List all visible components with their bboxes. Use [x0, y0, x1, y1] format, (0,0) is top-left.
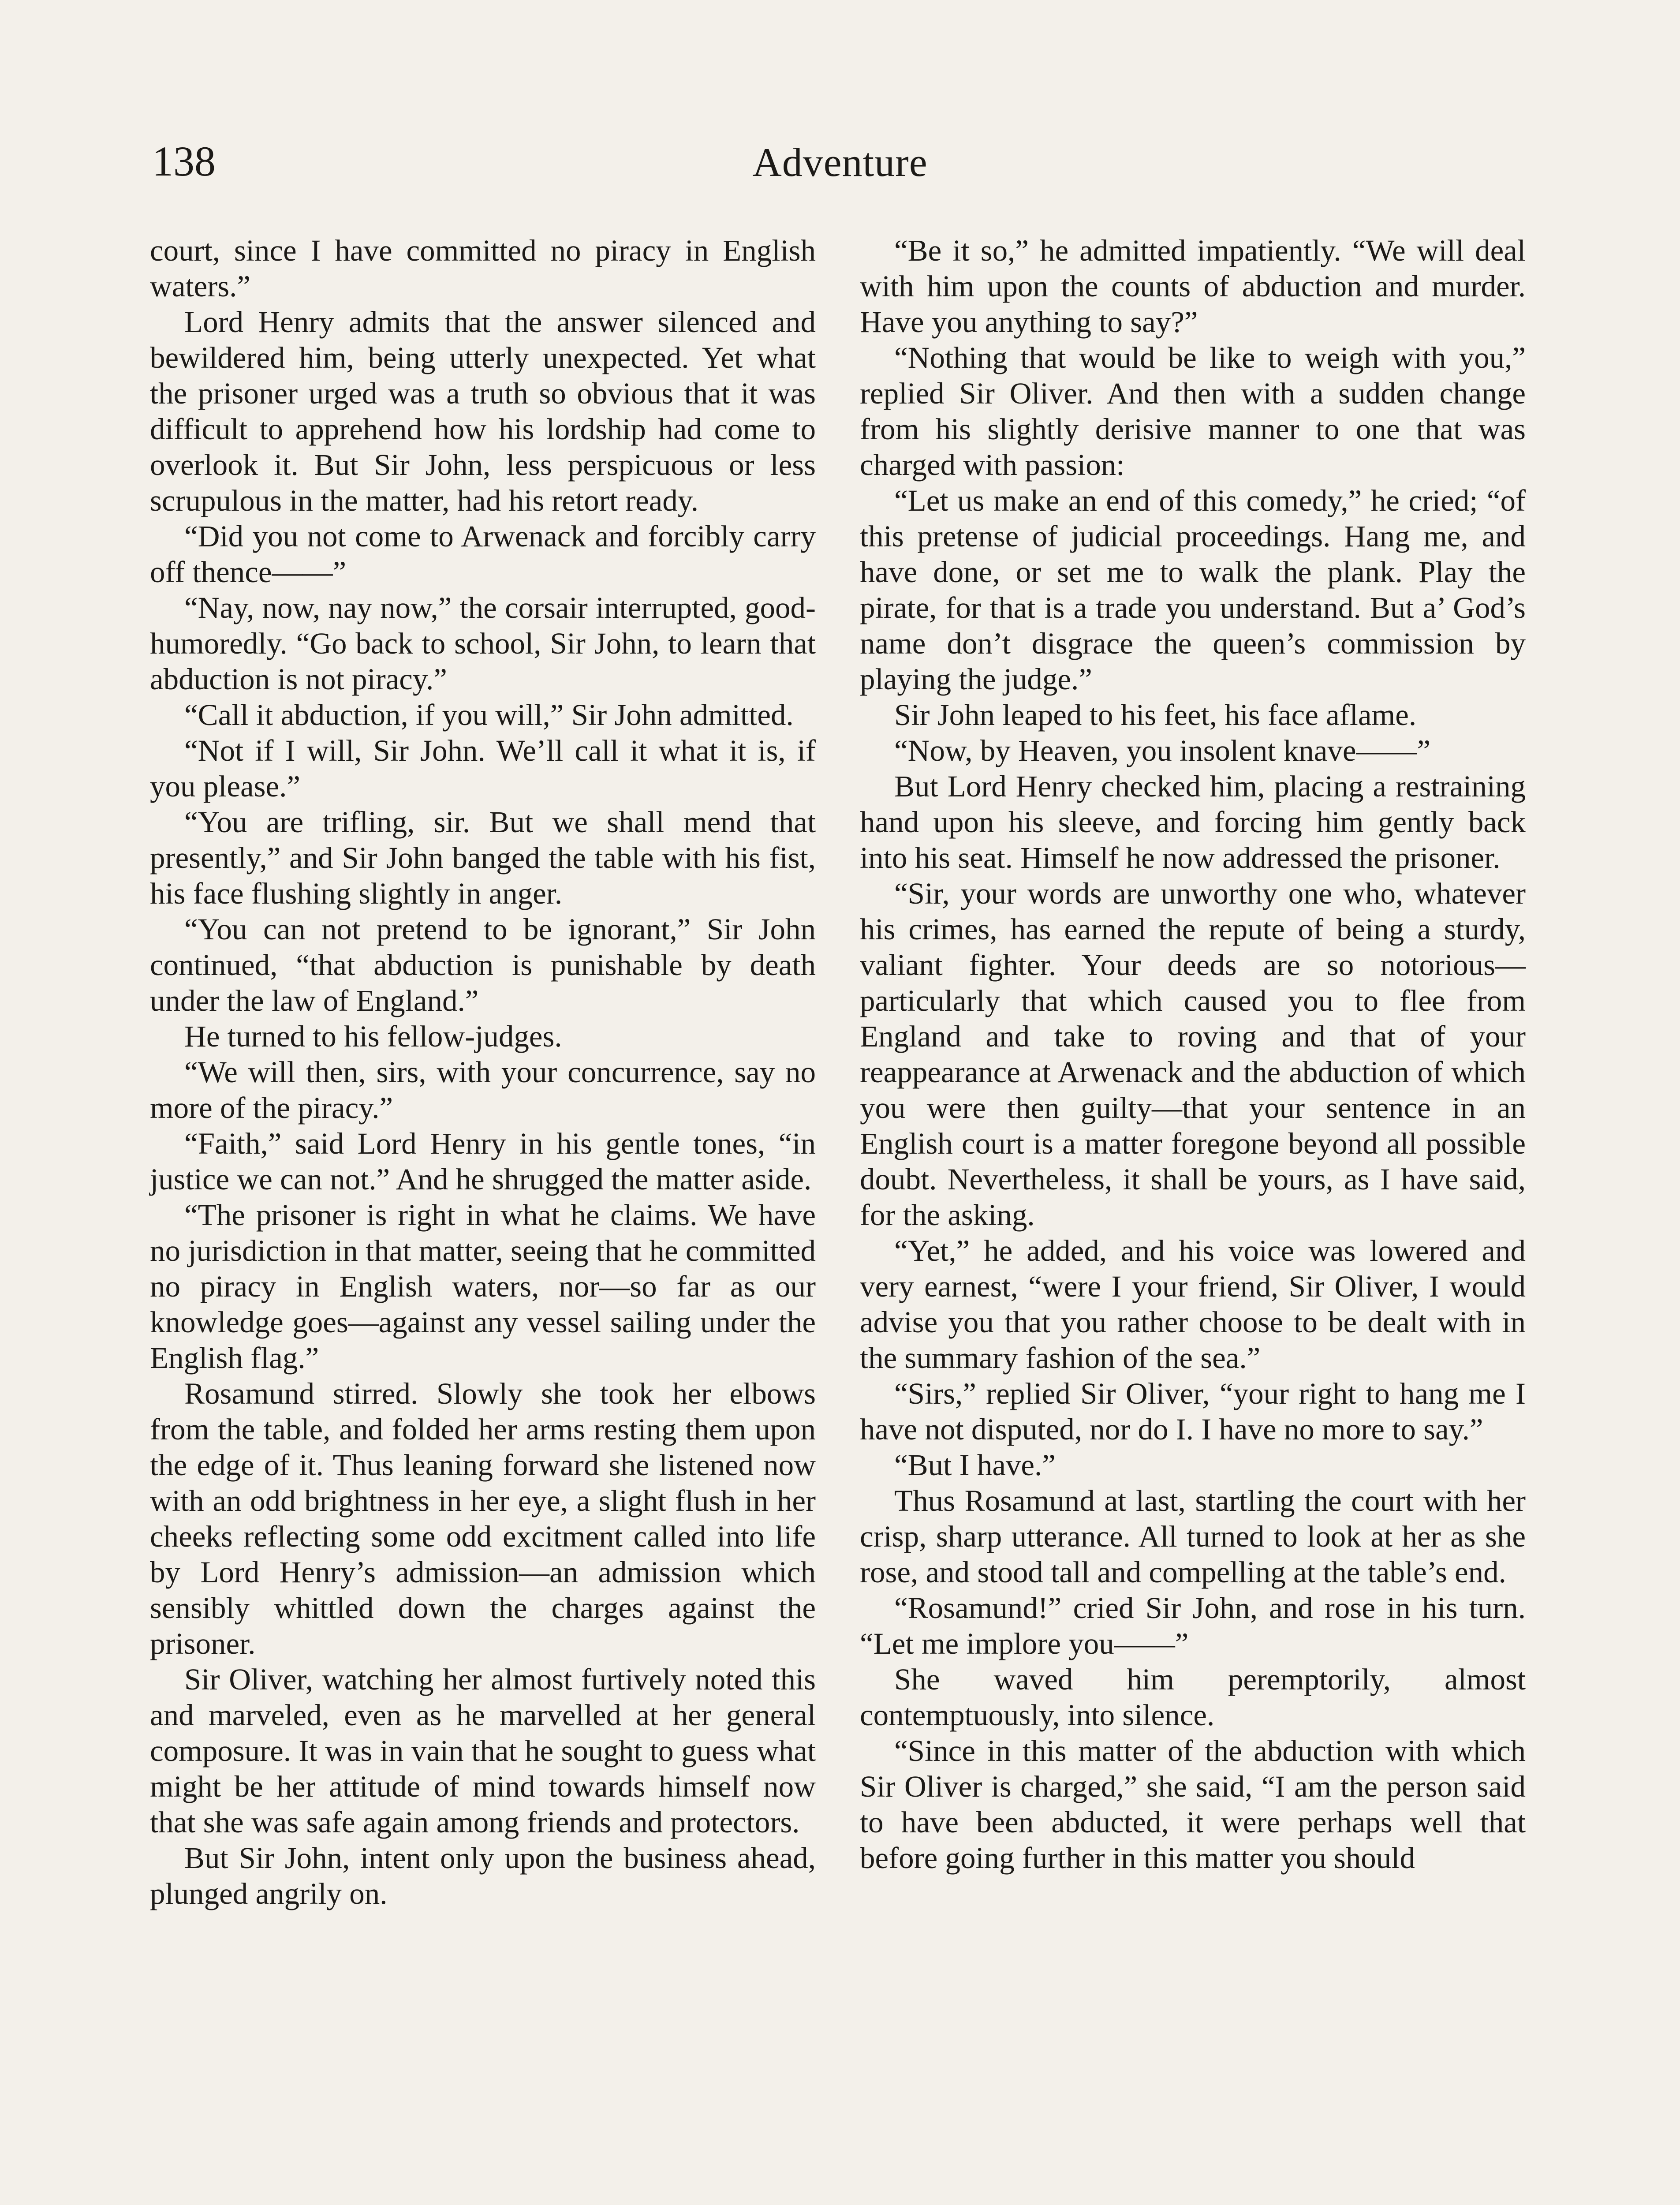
paragraph: “Faith,” said Lord Henry in his gentle tones, “in justice we can not.” And he shrugged the matter aside. — [150, 1127, 816, 1196]
paragraph: Sir Oliver, watching her almost furtively noted this and marveled, even as he marvelled at her general composure. It was in vain that he sought to guess what might be her attitude of mind towards himself now that she was safe again among friends and protectors. — [150, 1663, 816, 1839]
paragraph: But Lord Henry checked him, placing a restraining hand upon his sleeve, and forcing him gently back into his seat. Himself he now addressed the prisoner. — [860, 770, 1526, 875]
paragraph: “Nay, now, nay now,” the corsair interrupted, good-humoredly. “Go back to school, Sir John, to learn that abduction is not piracy.” — [150, 591, 816, 696]
paragraph: “You are trifling, sir. But we shall mend that presently,” and Sir John banged the table with his fist, his face flushing slightly in anger. — [150, 805, 816, 910]
paragraph: He turned to his fellow-judges. — [184, 1020, 562, 1053]
paragraph: “Now, by Heaven, you insolent knave——” — [894, 734, 1431, 767]
paragraph: Sir John leaped to his feet, his face aflame. — [894, 698, 1417, 732]
paragraph: “But I have.” — [894, 1448, 1056, 1482]
page-number: 138 — [152, 138, 216, 185]
text-column-left — [150, 233, 816, 1912]
paragraph: “Let us make an end of this comedy,” he cried; “of this pretense of judicial proceedings. Hang me, and have done, or set me to walk the plank. Play the pirate, for that is a trade you understand. But a’ God’s name don’t disgrace the queen’s commission by playing the judge.” — [860, 484, 1526, 696]
paragraph: “You can not pretend to be ignorant,” Sir John continued, “that abduction is punishable by death under the law of England.” — [150, 912, 816, 1017]
paragraph: “We will then, sirs, with your concurrence, say no more of the piracy.” — [150, 1055, 816, 1125]
paragraph: court, since I have committed no piracy in English waters.” — [150, 234, 816, 303]
paragraph: “Since in this matter of the abduction with which Sir Oliver is charged,” she said, “I am the person said to have been abducted, it were perhaps well that before going further in this matter you should — [860, 1734, 1526, 1875]
paragraph: “Sir, your words are unworthy one who, whatever his crimes, has earned the repute of being a sturdy, valiant fighter. Your deeds are so notorious—particularly that which caused you to flee from England and take to roving and that of your reappearance at Arwenack and the abduction of which you were then guilty—that your sentence in an English court is a matter foregone beyond all possible doubt. Nevertheless, it shall be yours, as I have said, for the asking. — [860, 877, 1526, 1232]
paragraph: “Nothing that would be like to weigh with you,” replied Sir Oliver. And then with a sudden change from his slightly derisive manner to one that was charged with passion: — [860, 341, 1526, 482]
paragraph: “Did you not come to Arwenack and forcibly carry off thence——” — [150, 519, 816, 589]
paragraph: “The prisoner is right in what he claims. We have no jurisdiction in that matter, seeing that he committed no piracy in English waters, nor—so far as our knowledge goes—against any vessel sailing under the English flag.” — [150, 1198, 816, 1375]
paragraph: “Yet,” he added, and his voice was lowered and very earnest, “were I your friend, Sir Oliver, I would advise you that you rather choose to be dealt with in the summary fashion of the sea.” — [860, 1234, 1526, 1375]
paragraph: But Sir John, intent only upon the business ahead, plunged angrily on. — [150, 1841, 816, 1910]
paragraph: Rosamund stirred. Slowly she took her elbows from the table, and folded her arms resting them upon the edge of it. Thus leaning forward she listened now with an odd brightness in her eye, a slight flush in her cheeks reflecting some odd excitment called into life by Lord Henry’s admission—an admission which sensibly whittled down the charges against the prisoner. — [150, 1377, 816, 1660]
text-column-right — [860, 233, 1526, 1876]
paragraph: Lord Henry admits that the answer silenced and bewildered him, being utterly unexpected. Yet what the prisoner urged was a truth so obvious that it was difficult to apprehend how his lordship had come to overlook it. But Sir John, less perspicuous or less scrupulous in the matter, had his retort ready. — [150, 305, 816, 517]
paragraph: “Be it so,” he admitted impatiently. “We will deal with him upon the counts of abduction and murder. Have you anything to say?” — [860, 234, 1526, 339]
paragraph: “Sirs,” replied Sir Oliver, “your right to hang me I have not disputed, nor do I. I have no more to say.” — [860, 1377, 1526, 1446]
paragraph: “Not if I will, Sir John. We’ll call it what it is, if you please.” — [150, 734, 816, 803]
paragraph: Thus Rosamund at last, startling the court with her crisp, sharp utterance. All turned to look at her as she rose, and stood tall and compelling at the table’s end. — [860, 1484, 1526, 1589]
paragraph: “Call it abduction, if you will,” Sir John admitted. — [184, 698, 794, 732]
paragraph: “Rosamund!” cried Sir John, and rose in his turn. “Let me implore you——” — [860, 1591, 1526, 1660]
paragraph: She waved him peremptorily, almost contemptuously, into silence. — [860, 1663, 1526, 1732]
running-title: Adventure — [752, 140, 928, 185]
